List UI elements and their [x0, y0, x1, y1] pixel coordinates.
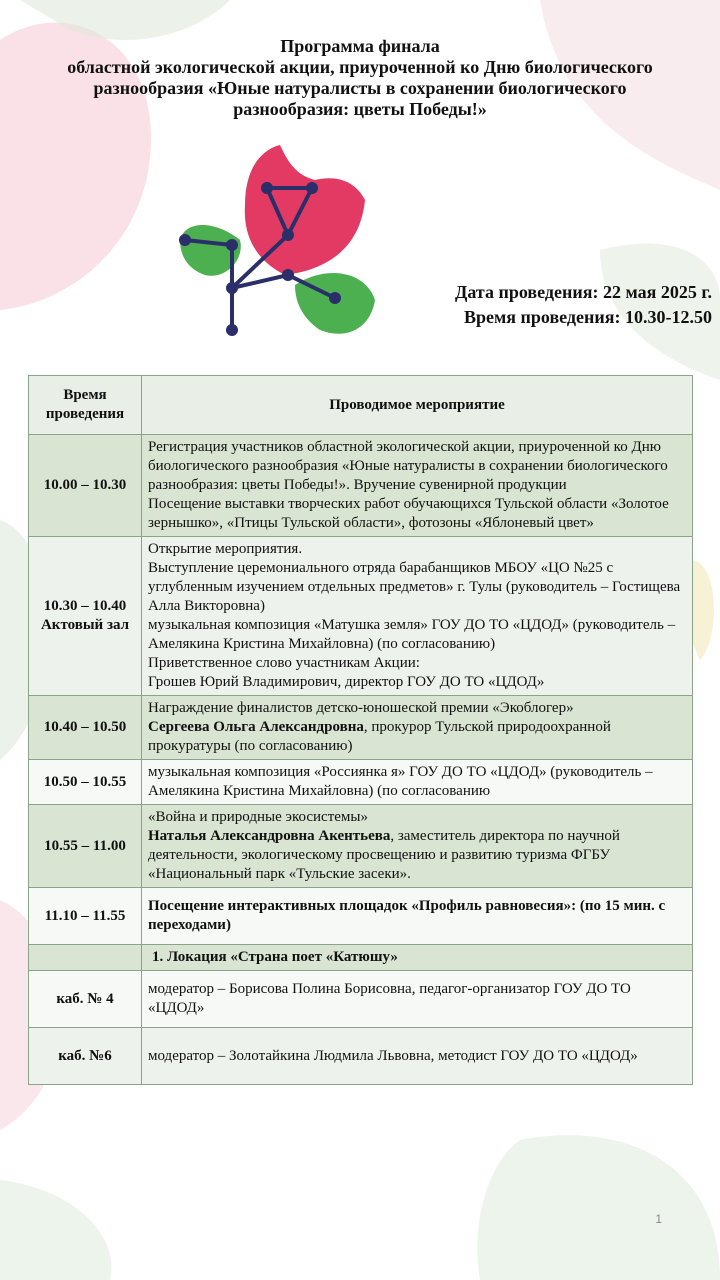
row-event — [142, 760, 693, 805]
event-line: Выступление церемониального отряда барабанщиков МБОУ «ЦО №25 с углубленным изучением отдельных предметов» г. Тулы (руководитель – Гостищева Алла Викторовна) — [148, 560, 681, 614]
table-row — [29, 805, 693, 888]
speaker-name: Сергеева Ольга Александровна — [148, 719, 364, 735]
title-line: разнообразия: цветы Победы!» — [233, 99, 487, 119]
col-header-event: Проводимое мероприятие — [142, 376, 693, 435]
row-time: 10.30 – 10.40 Актовый зал — [29, 537, 142, 696]
col-header-time: Время проведения — [29, 376, 142, 435]
event-line: Награждение финалистов детско-юношеской премии «Экоблогер» — [148, 700, 574, 716]
event-line: модератор – Золотайкина Людмила Львовна, методист ГОУ ДО ТО «ЦДОД» — [148, 1047, 638, 1064]
event-line: модератор – Борисова Полина Борисовна, педагог-организатор ГОУ ДО ТО «ЦДОД» — [148, 981, 631, 1016]
row-event — [142, 971, 693, 1028]
row-time: 10.55 – 11.00 — [29, 805, 142, 888]
event-line: «Война и природные экосистемы» — [148, 809, 368, 825]
event-date: Дата проведения: 22 мая 2025 г. — [455, 282, 712, 302]
row-time: 10.50 – 10.55 — [29, 760, 142, 805]
row-event — [142, 696, 693, 760]
title-line: Программа финала — [280, 36, 440, 56]
speaker-name: Наталья Александровна Акентьева — [148, 828, 391, 844]
program-table — [28, 375, 693, 1085]
location-empty-cell — [29, 945, 142, 971]
logo-petal — [245, 145, 365, 275]
row-time: каб. № 4 — [29, 971, 142, 1028]
row-event — [142, 888, 693, 945]
row-time: 10.40 – 10.50 — [29, 696, 142, 760]
event-line: Открытие мероприятия. — [148, 541, 303, 557]
table-row — [29, 1028, 693, 1085]
table-row-location — [29, 945, 693, 971]
speaker-role: , заместитель директора по научной деятельности, экологическому просвещению и развитию туризма ФГБУ «Национальный парк «Тульские засеки». — [148, 828, 620, 882]
table-row — [29, 696, 693, 760]
table-row — [29, 971, 693, 1028]
event-line — [148, 718, 686, 756]
event-line: Посещение интерактивных площадок «Профиль равновесия»: (по 15 мин. с переходами) — [148, 898, 666, 933]
table-row — [29, 537, 693, 696]
row-event — [142, 435, 693, 537]
row-time: 10.00 – 10.30 — [29, 435, 142, 537]
event-time: Время проведения: 10.30-12.50 — [464, 307, 712, 327]
event-line — [148, 827, 686, 884]
event-line: музыкальная композиция «Матушка земля» ГОУ ДО ТО «ЦДОД» (руководитель – Амелякина Кристина Михайловна) (по согласованию) — [148, 617, 676, 652]
row-event — [142, 537, 693, 696]
event-line: Посещение выставки творческих работ обучающихся Тульской области «Золотое зернышко», «Птицы Тульской области», фотозоны «Яблоневый цвет» — [148, 496, 669, 531]
event-line: музыкальная композиция «Россиянка я» ГОУ ДО ТО «ЦДОД» (руководитель – Амелякина Кристина Михайловна) (по согласованию — [148, 764, 653, 799]
table-header-row — [29, 376, 693, 435]
event-line: Грошев Юрий Владимирович, директор ГОУ ДО ТО «ЦДОД» — [148, 674, 545, 690]
page-number: 1 — [655, 1212, 662, 1226]
row-event — [142, 1028, 693, 1085]
program-title — [0, 36, 720, 120]
bg-green-blob-bottomright — [477, 1135, 720, 1280]
table-row — [29, 435, 693, 537]
event-line: Регистрация участников областной экологической акции, приуроченной ко Дню биологического разнообразия «Юные натуралисты в сохранении биологического разнообразия: цветы Победы!». Вручение сувенирной продукции — [148, 439, 668, 493]
bg-green-blob-bottomleft — [0, 1180, 112, 1280]
row-event — [142, 805, 693, 888]
table-row — [29, 760, 693, 805]
flower-logo-icon — [175, 140, 385, 345]
title-line: разнообразия «Юные натуралисты в сохранении биологического — [93, 78, 627, 98]
table-row — [29, 888, 693, 945]
event-info — [455, 280, 712, 330]
title-line: областной экологической акции, приуроченной ко Дню биологического — [67, 57, 653, 77]
speaker-role: , прокурор Тульской природоохранной прокуратуры (по согласованию) — [148, 719, 611, 754]
location-title — [142, 945, 693, 971]
location-label: 1. Локация «Страна поет «Катюшу» — [152, 949, 398, 965]
event-line: Приветственное слово участникам Акции: — [148, 655, 420, 671]
row-time: каб. №6 — [29, 1028, 142, 1085]
row-time: 11.10 – 11.55 — [29, 888, 142, 945]
